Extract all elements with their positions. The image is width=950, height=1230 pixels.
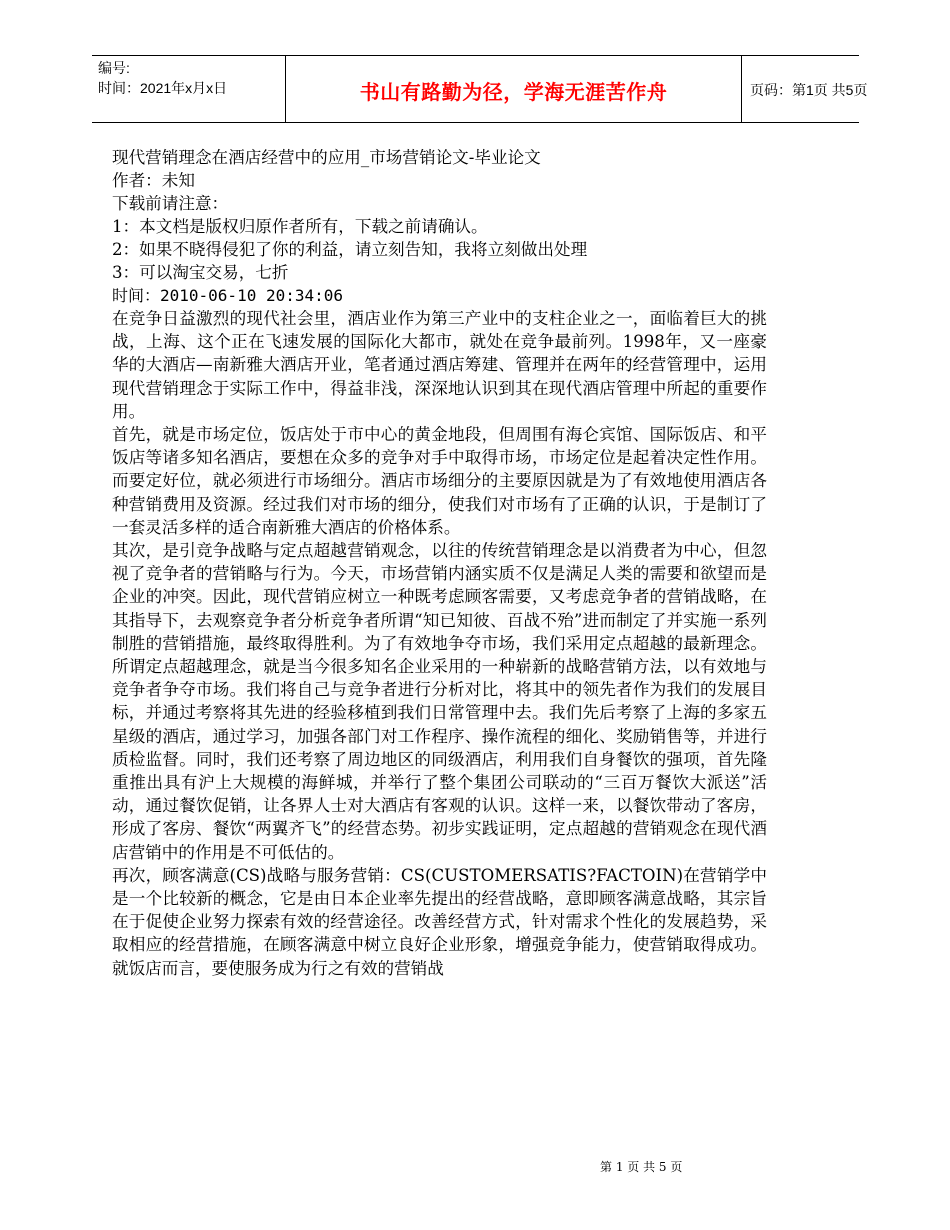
body-paragraph: 再次，顾客满意(CS)战略与服务营销：CS(CUSTOMERSATIS?FACTOIN)在营销学中是一个比较新的概念，它是由日本企业率先提出的经营战略，意即顾客满意战略，其宗旨在于促使企业努力探索有效的经营途径。改善经营方式，针对需求个性化的发展趋势，采取相应的经营措施，在顾客满意中树立良好企业形象，增强竞争能力，使营销取得成功。就饭店而言，要使服务成为行之有效的营销战 [112, 865, 767, 978]
notice-heading: 下载前请注意： [112, 194, 229, 213]
document-body [112, 146, 767, 980]
header-meta [92, 56, 285, 122]
notice-item: 2：如果不晓得侵犯了你的利益，请立刻告知，我将立刻做出处理 [112, 240, 588, 259]
document-title: 现代营销理念在酒店经营中的应用_市场营销论文-毕业论文 [112, 148, 541, 167]
page-header [92, 55, 868, 123]
header-motto: 书山有路勤为径，学海无涯苦作舟 [359, 80, 668, 104]
header-page-cell [742, 56, 868, 122]
body-paragraph: 在竞争日益激烈的现代社会里，酒店业作为第三产业中的支柱企业之一，面临着巨大的挑战，上海、这个正在飞速发展的国际化大都市，就处在竞争最前列。1998年，又一座豪华的大酒店—南新雅大酒店开业，笔者通过酒店筹建、管理并在两年的经营管理中，运用现代营销理念于实际工作中，得益非浅，深深地认识到其在现代酒店管理中所起的重要作用。 [112, 309, 767, 421]
notice-item: 1：本文档是版权归原作者所有，下载之前请确认。 [112, 217, 488, 236]
document-number-label: 编号: [98, 60, 130, 76]
document-time-label: 时间：2021年x月x日 [98, 80, 228, 96]
body-paragraph: 其次，是引竞争战略与定点超越营销观念，以往的传统营销理念是以消费者为中心，但忽视了竞争者的营销略与行为。今天，市场营销内涵实质不仅是满足人类的需要和欲望而是企业的冲突。因此，现代营销应树立一种既考虑顾客需要，又考虑竞争者的营销战略，在其指导下，去观察竞争者分析竞争者所谓“知已知彼、百战不殆”进而制定了并实施一系列制胜的营销措施，最终取得胜利。为了有效地争夺市场，我们采用定点超越的最新理念。所谓定点超越理念，就是当今很多知名企业采用的一种崭新的战略营销方法，以有效地与竞争者争夺市场。我们将自己与竞争者进行分析对比，将其中的领先者作为我们的发展目标，并通过考察将其先进的经验移植到我们日常管理中去。我们先后考察了上海的多家五星级的酒店，通过学习，加强各部门对工作程序、操作流程的细化、奖励销售等，并进行质检监督。同时，我们还考察了周边地区的同级酒店，利用我们自身餐饮的强项，首先隆重推出具有沪上大规模的海鲜城，并举行了整个集团公司联动的“三百万餐饮大派送”活动，通过餐饮促销，让各界人士对大酒店有客观的认识。这样一来，以餐饮带动了客房，形成了客房、餐饮“两翼齐飞”的经营态势。初步实践证明，定点超越的营销观念在现代酒店营销中的作用是不可低估的。 [112, 541, 767, 862]
header-page-info: 页码：第1页 共5页 [750, 82, 868, 98]
page-footer: 第 1 页 共 5 页 [600, 1160, 683, 1174]
document-timestamp: 时间：2010-06-10 20:34:06 [112, 286, 344, 305]
header-motto-cell [285, 56, 742, 122]
notice-item: 3：可以淘宝交易，七折 [112, 263, 289, 282]
document-author: 作者：未知 [112, 171, 195, 190]
body-paragraph: 首先，就是市场定位，饭店处于市中心的黄金地段，但周围有海仑宾馆、国际饭店、和平饭店等诸多知名酒店，要想在众多的竞争对手中取得市场，市场定位是起着决定性作用。而要定好位，就必须进行市场细分。酒店市场细分的主要原因就是为了有效地使用酒店各种营销费用及资源。经过我们对市场的细分，使我们对市场有了正确的认识，于是制订了一套灵活多样的适合南新雅大酒店的价格体系。 [112, 425, 767, 537]
